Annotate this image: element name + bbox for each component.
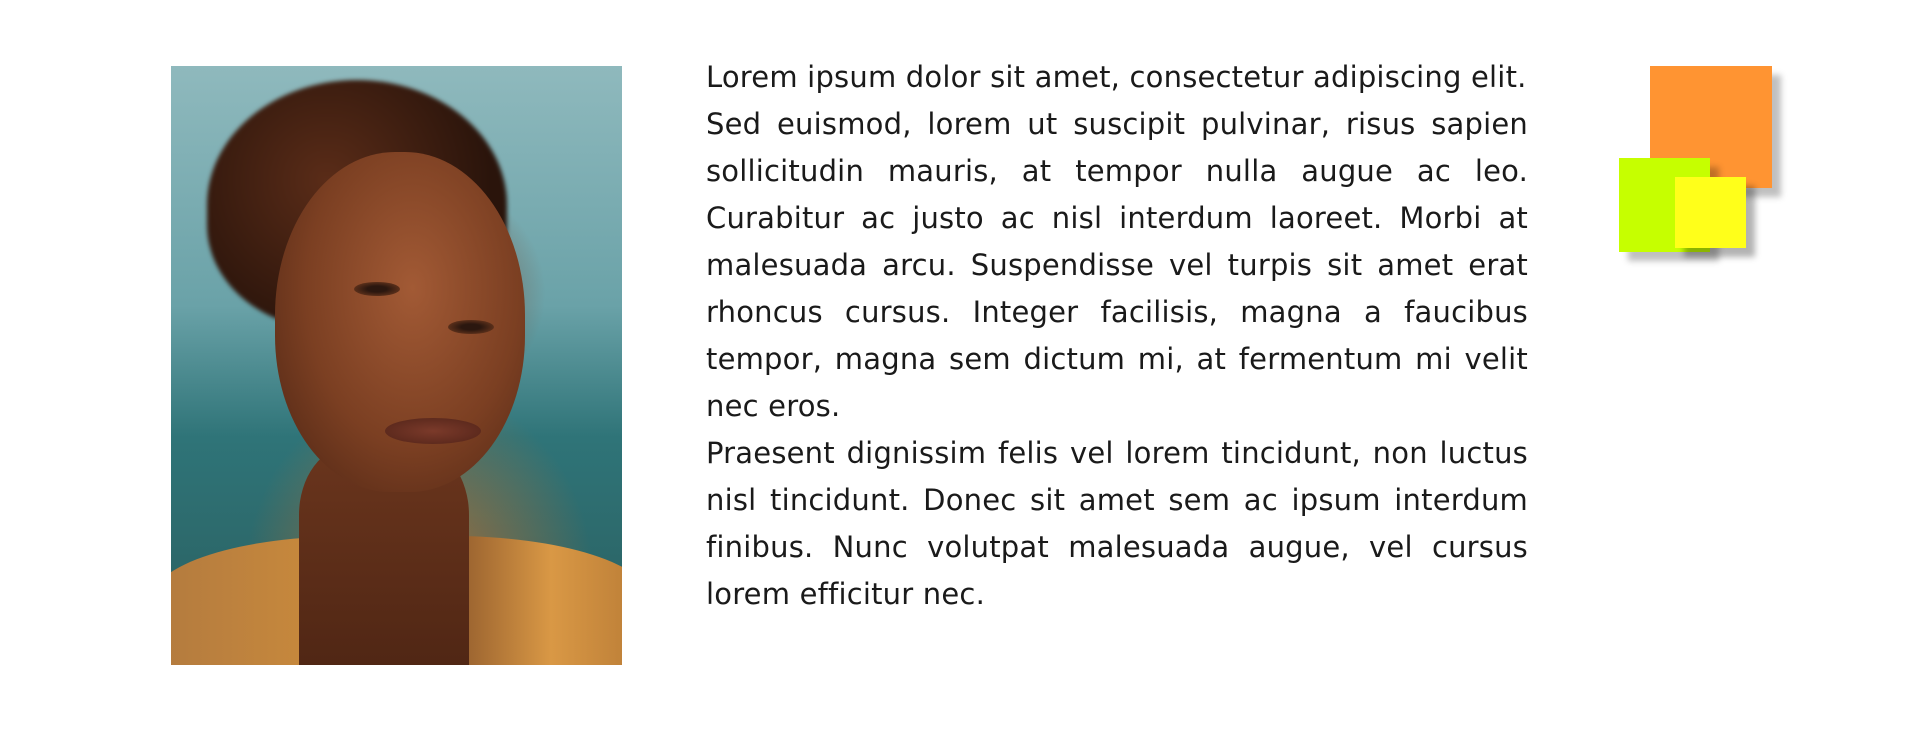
portrait-lips <box>385 418 481 444</box>
portrait-eye-right <box>448 320 494 334</box>
paragraph-1: Lorem ipsum dolor sit amet, consectetur adipiscing elit. <box>706 60 1527 94</box>
decorative-square-yellow <box>1675 177 1746 248</box>
paragraph-2: Sed euismod, lorem ut suscipit pulvinar, risus sapien sollicitudin mauris, at tempor nulla augue ac leo. Curabitur ac justo ac nisl interdum laoreet. Morbi at malesuada arcu. Suspendisse vel turpis sit amet erat rhoncus cursus. Integer facilisis, magna a faucibus tempor, magna sem dictum mi, at fermentum mi velit nec eros. <box>706 107 1528 423</box>
portrait-photo <box>171 66 622 665</box>
body-text <box>706 54 1528 618</box>
portrait-eye-left <box>354 282 400 296</box>
paragraph-3: Praesent dignissim felis vel lorem tincidunt, non luctus nisl tincidunt. Donec sit amet sem ac ipsum interdum finibus. Nunc volutpat malesuada augue, vel cursus lorem efficitur nec. <box>706 436 1528 611</box>
